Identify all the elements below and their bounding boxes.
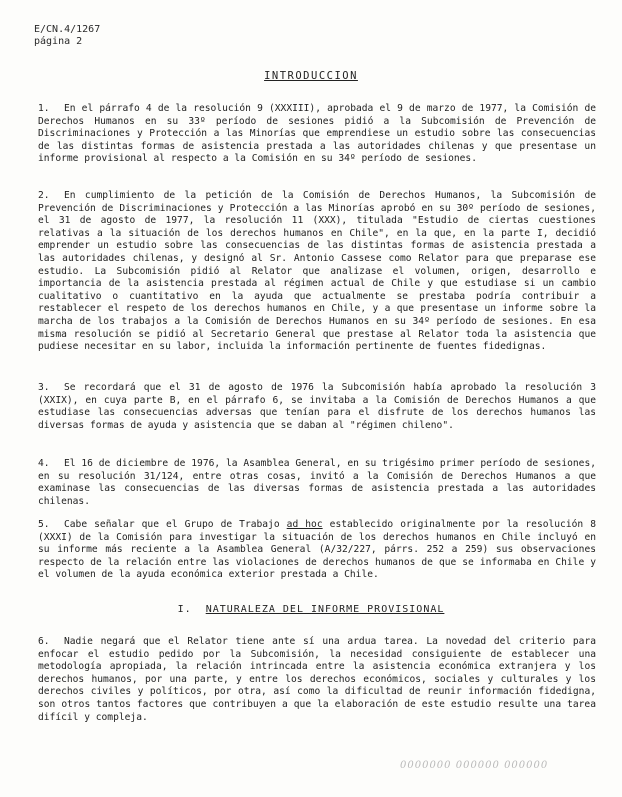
paragraph-number: 1. xyxy=(38,103,50,114)
paragraph-text-underlined: ad hoc xyxy=(286,519,323,530)
paragraph-text-after: establecido originalmente por la resolución 8 (XXXI) de la Comisión para investigar la situación de los derechos humanos en Chile incluyó en su informe más reciente a la Asamblea General (A/32/227, párrs. 252 a 259) sus observaciones respecto de la relación entre las violaciones de derechos humanos de que se informaba en Chile y el volumen de la ayuda económica exterior prestada a Chile. xyxy=(38,519,596,581)
paragraph-number: 5. xyxy=(38,519,50,530)
paragraph-text: En cumplimiento de la petición de la Comisión de Derechos Humanos, la Subcomisión de Prevención de Discriminaciones y Protección a las Minorías aprobó en su 30º período de sesiones, el 31 de agosto de 1977, la resolución 11 (XXX), titulada "Estudio de ciertas cuestiones relativas a la situación de los derechos humanos en Chile", en la que, en la parte I, decidió emprender un estudio sobre las consecuencias de las distintas formas de asistencia prestada a las autoridades chilenas, y designó al Sr. Antonio Cassese como Relator para que preparase ese estudio. La Subcomisión pidió al Relator que analizase el volumen, origen, desarrollo e importancia de la asistencia prestada al régimen actual de Chile y que estudiase si un cambio cualitativo o cuantitativo en la ayuda que actualmente se prestaba podría contribuir a restablecer el respeto de los derechos humanos en Chile, y a que presentase un informe sobre la marcha de los trabajos a la Comisión de Derechos Humanos en su 34º período de sesiones. En esa misma resolución se pidió al Secretario General que prestase al Relator toda la asistencia que pudiese necesitar en su labor, incluida la información pertinente de fuentes fidedignas. xyxy=(38,190,596,353)
page-label: página 2 xyxy=(34,36,83,47)
introduction-title: INTRODUCCION xyxy=(264,70,358,82)
paragraph-2 xyxy=(38,190,596,354)
document-header xyxy=(34,24,100,48)
paragraph-4 xyxy=(38,458,596,508)
document-symbol: E/CN.4/1267 xyxy=(34,24,101,35)
section-numeral: I. xyxy=(177,604,192,615)
paragraph-1 xyxy=(38,103,596,166)
paragraph-3 xyxy=(38,382,596,432)
paragraph-text: El 16 de diciembre de 1976, la Asamblea General, en su trigésimo primer período de sesiones, en su resolución 31/124, entre otras cosas, invitó a la Comisión de Derechos Humanos a que examinase las consecuencias de las diversas formas de asistencia prestada a las autoridades chilenas. xyxy=(38,458,596,507)
paragraph-5 xyxy=(38,519,596,582)
paragraph-6 xyxy=(38,636,596,724)
section-heading xyxy=(0,604,622,615)
paragraph-number: 3. xyxy=(38,382,50,393)
footer-handwritten-mark: 0000000 000000 000000 xyxy=(400,760,549,771)
paragraph-text-before: Cabe señalar que el Grupo de Trabajo xyxy=(64,519,287,530)
paragraph-number: 2. xyxy=(38,190,50,201)
paragraph-text: Nadie negará que el Relator tiene ante sí una ardua tarea. La novedad del criterio para enfocar el estudio pedido por la Subcomisión, la necesidad consiguiente de establecer una metodología apropiada, la relación intrincada entre la asistencia económica extranjera y los derechos humanos, por una parte, y entre los derechos económicos, sociales y culturales y los derechos civiles y políticos, por otra, así como la dificultad de reunir información fidedigna, son otros tantos factores que contribuyen a que la elaboración de este estudio resulte una tarea difícil y compleja. xyxy=(38,636,596,723)
paragraph-text: Se recordará que el 31 de agosto de 1976 la Subcomisión había aprobado la resolución 3 (XXIX), en cuya parte B, en el párrafo 6, se invitaba a la Comisión de Derechos Humanos a que estudiase las consecuencias adversas que tenían para el disfrute de los derechos humanos las diversas formas de ayuda y asistencia que se daban al "régimen chileno". xyxy=(38,382,596,431)
paragraph-number: 4. xyxy=(38,458,50,469)
paragraph-number: 6. xyxy=(38,636,50,647)
section-title: NATURALEZA DEL INFORME PROVISIONAL xyxy=(205,604,445,615)
paragraph-text: En el párrafo 4 de la resolución 9 (XXXIII), aprobada el 9 de marzo de 1977, la Comisión de Derechos Humanos en su 33º período de sesiones pidió a la Subcomisión de Prevención de Discriminaciones y Protección a las Minorías que emprendiese un estudio sobre las consecuencias de las distintas formas de asistencia prestada a las autoridades chilenas y que presentase un informe provisional al respecto a la Comisión en su 34º período de sesiones. xyxy=(38,103,596,165)
